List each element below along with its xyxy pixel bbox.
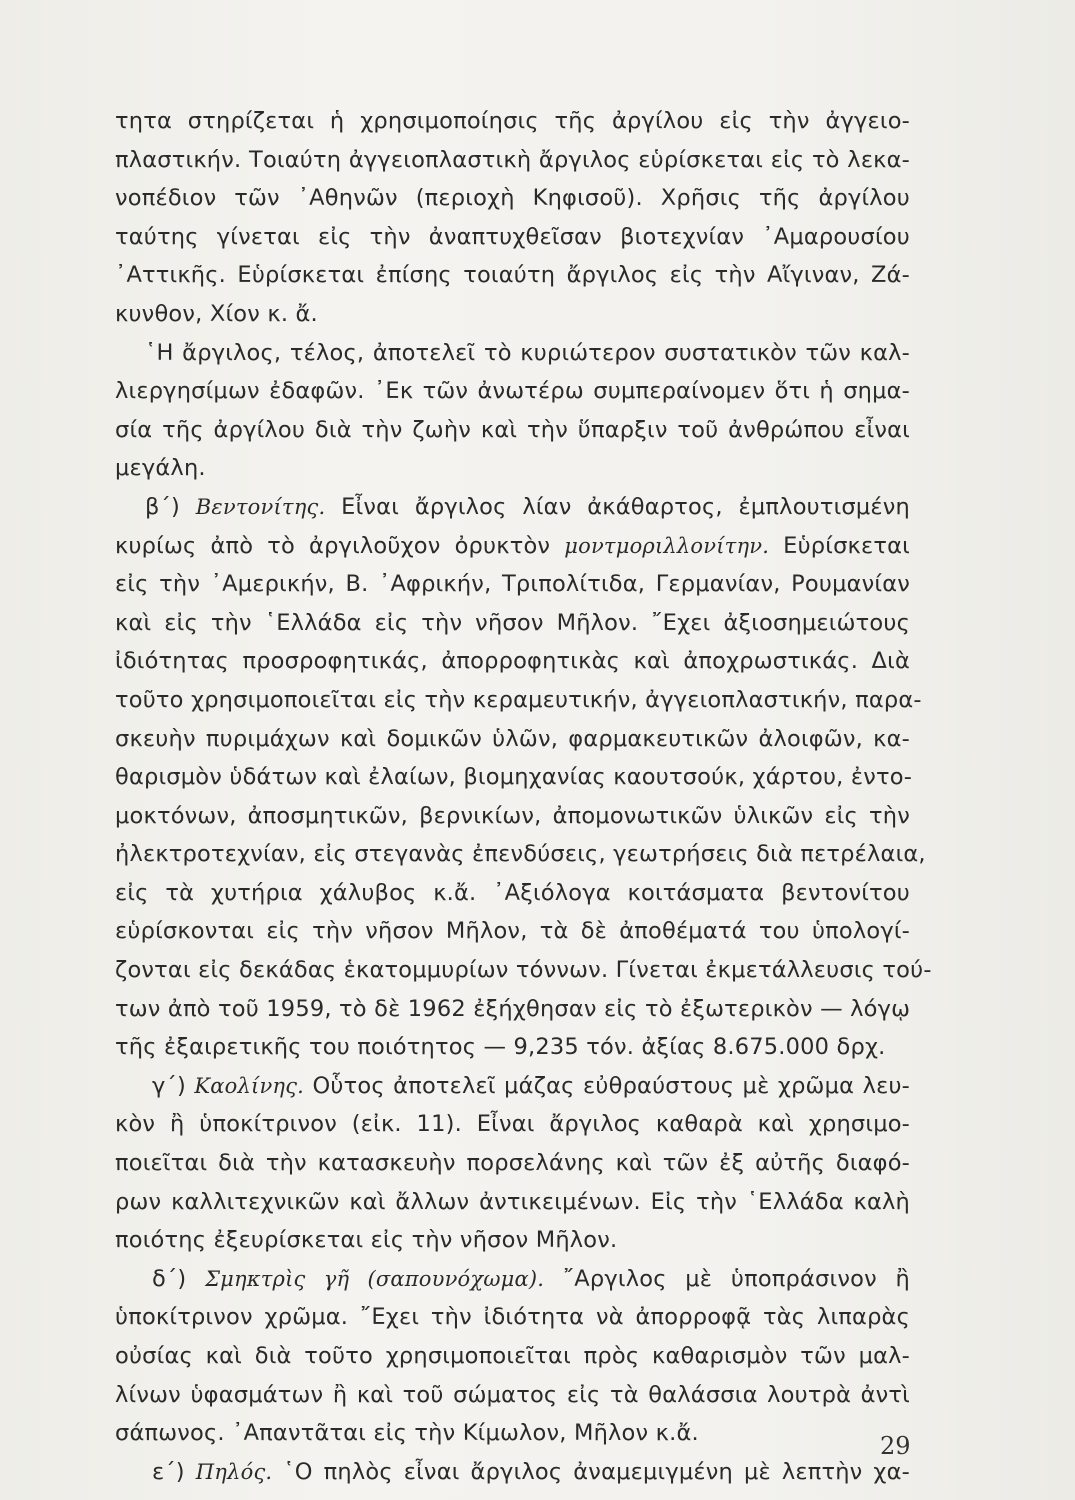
section-label: δ΄) (152, 1265, 206, 1292)
text-line: λίνων ὑφασμάτων ἢ καὶ τοῦ σώματος εἰς τὰ θαλάσσια λουτρὰ ἀντὶ (115, 1381, 910, 1408)
text-line: σκευὴν πυριμάχων καὶ δομικῶν ὑλῶν, φαρμακευτικῶν ἀλοιφῶν, κα- (115, 725, 910, 752)
text-line: θαρισμὸν ὑδάτων καὶ ἐλαίων, βιομηχανίας καουτσούκ, χάρτου, ἐντο- (115, 764, 913, 791)
text-line: νοπέδιον τῶν ᾿Αθηνῶν (περιοχὴ Κηφισοῦ). Χρῆσις τῆς ἀργίλου (115, 185, 910, 212)
section-label: ε΄) (152, 1458, 196, 1485)
mineral-term: μοντμοριλλονίτην. (564, 533, 770, 558)
text-line: τοῦτο χρησιμοποιεῖται εἰς τὴν κεραμευτικήν, ἀγγειοπλαστικήν, παρα- (115, 686, 922, 713)
text-line: εἰς τὰ χυτήρια χάλυβος κ.ἄ. ᾿Αξιόλογα κοιτάσματα βεντονίτου (115, 879, 910, 906)
section-c-heading-line (115, 1067, 910, 1106)
text-line: ὑποκίτρινον χρῶμα. ῎Εχει τὴν ἰδιότητα νὰ ἀπορροφᾷ τὰς λιπαρὰς (115, 1304, 910, 1331)
text-line: σία τῆς ἀργίλου διὰ τὴν ζωὴν καὶ τὴν ὕπαρξιν τοῦ ἀνθρώπου εἶναι (115, 416, 910, 443)
text-line: ᾿Αττικῆς. Εὑρίσκεται ἐπίσης τοιαύτη ἄργιλος εἰς τὴν Αἴγιναν, Ζά- (115, 262, 910, 289)
section-text: Εἶναι ἄργιλος λίαν ἀκάθαρτος, ἐμπλουτισμένη (325, 493, 910, 520)
section-label: γ΄) (152, 1072, 195, 1099)
text-line: ποιότης ἐξευρίσκεται εἰς τὴν νῆσον Μῆλον. (115, 1227, 618, 1254)
section-term: Πηλός. (195, 1459, 273, 1484)
text-line: τῆς ἐξαιρετικῆς του ποιότητος — 9,235 τόν. ἀξίας 8.675.000 δρχ. (115, 1034, 886, 1061)
text-line: κυνθον, Χίον κ. ἄ. (115, 300, 318, 327)
section-term: Βεντονίτης. (195, 494, 326, 519)
text-line: εἰς τὴν ᾿Αμερικήν, Β. ᾿Αφρικήν, Τριπολίτιδα, Γερμανίαν, Ρουμανίαν (115, 571, 910, 598)
text-line (115, 527, 910, 566)
text-line: λιεργησίμων ἐδαφῶν. ᾿Εκ τῶν ἀνωτέρω συμπεραίνομεν ὅτι ἡ σημα- (115, 378, 910, 405)
section-term: Σμηκτρὶς γῆ (σαπουνόχωμα). (205, 1266, 545, 1291)
text-line: μεγάλη. (115, 455, 206, 482)
text-line: πλαστικήν. Τοιαύτη ἀγγειοπλαστικὴ ἄργιλος εὑρίσκεται εἰς τὸ λεκα- (115, 146, 910, 173)
section-d-heading-line (115, 1260, 910, 1299)
section-text: ῾Ο πηλὸς εἶναι ἄργιλος ἀναμεμιγμένη μὲ λεπτὴν χα- (272, 1458, 910, 1485)
section-e-heading-line (115, 1453, 910, 1492)
text-line: ζονται εἰς δεκάδας ἑκατομμυρίων τόννων. Γίνεται ἐκμετάλλευσις τού- (115, 957, 932, 984)
text-line: ἠλεκτροτεχνίαν, εἰς στεγανὰς ἐπενδύσεις, γεωτρήσεις διὰ πετρέλαια, (115, 841, 926, 868)
text-line: ρων καλλιτεχνικῶν καὶ ἄλλων ἀντικειμένων. Εἰς τὴν ῾Ελλάδα καλὴ (115, 1188, 910, 1215)
text-line: εὑρίσκονται εἰς τὴν νῆσον Μῆλον, τὰ δὲ ἀποθέματά του ὑπολογί- (115, 918, 910, 945)
section-label: β΄) (145, 493, 196, 520)
text-line: των ἀπὸ τοῦ 1959, τὸ δὲ 1962 ἐξήχθησαν εἰς τὸ ἐξωτερικὸν — λόγῳ (115, 995, 911, 1022)
body-text (115, 102, 932, 1491)
text-line: οὐσίας καὶ διὰ τοῦτο χρησιμοποιεῖται πρὸς καθαρισμὸν τῶν μαλ- (115, 1343, 910, 1369)
page-number: 29 (880, 1432, 911, 1460)
text-line: σάπωνος. ᾿Απαντᾶται εἰς τὴν Κίμωλον, Μῆλον κ.ἄ. (115, 1420, 699, 1447)
section-b-heading-line (115, 488, 910, 527)
text-line: ῾Η ἄργιλος, τέλος, ἀποτελεῖ τὸ κυριώτερον συστατικὸν τῶν καλ- (145, 339, 910, 366)
text-line: μοκτόνων, ἀποσμητικῶν, βερνικίων, ἀπομονωτικῶν ὑλικῶν εἰς τὴν (115, 802, 910, 829)
line-text-pre: κυρίως ἀπὸ τὸ ἀργιλοῦχον ὀρυκτὸν (115, 532, 565, 559)
line-text-post: Εὑρίσκεται (769, 532, 910, 559)
section-term: Καολίνης. (194, 1073, 305, 1098)
text-line: ταύτης γίνεται εἰς τὴν ἀναπτυχθεῖσαν βιοτεχνίαν ᾿Αμαρουσίου (115, 223, 910, 250)
text-line: καὶ εἰς τὴν ῾Ελλάδα εἰς τὴν νῆσον Μῆλον. ῎Εχει ἀξιοσημειώτους (115, 609, 910, 636)
section-text: ῎Αργιλος μὲ ὑποπράσινον ἢ (544, 1265, 910, 1292)
text-line: ἰδιότητας προσροφητικάς, ἀπορροφητικὰς καὶ ἀποχρωστικάς. Διὰ (115, 648, 910, 675)
text-line: κὸν ἢ ὑποκίτρινον (εἰκ. 11). Εἶναι ἄργιλος καθαρὰ καὶ χρησιμο- (115, 1111, 910, 1138)
text-line: τητα στηρίζεται ἡ χρησιμοποίησις τῆς ἀργίλου εἰς τὴν ἀγγειο- (115, 108, 910, 134)
text-line: ποιεῖται διὰ τὴν κατασκευὴν πορσελάνης καὶ τῶν ἐξ αὐτῆς διαφό- (115, 1150, 910, 1177)
section-text: Οὗτος ἀποτελεῖ μάζας εὐθραύστους μὲ χρῶμα λευ- (304, 1072, 910, 1099)
